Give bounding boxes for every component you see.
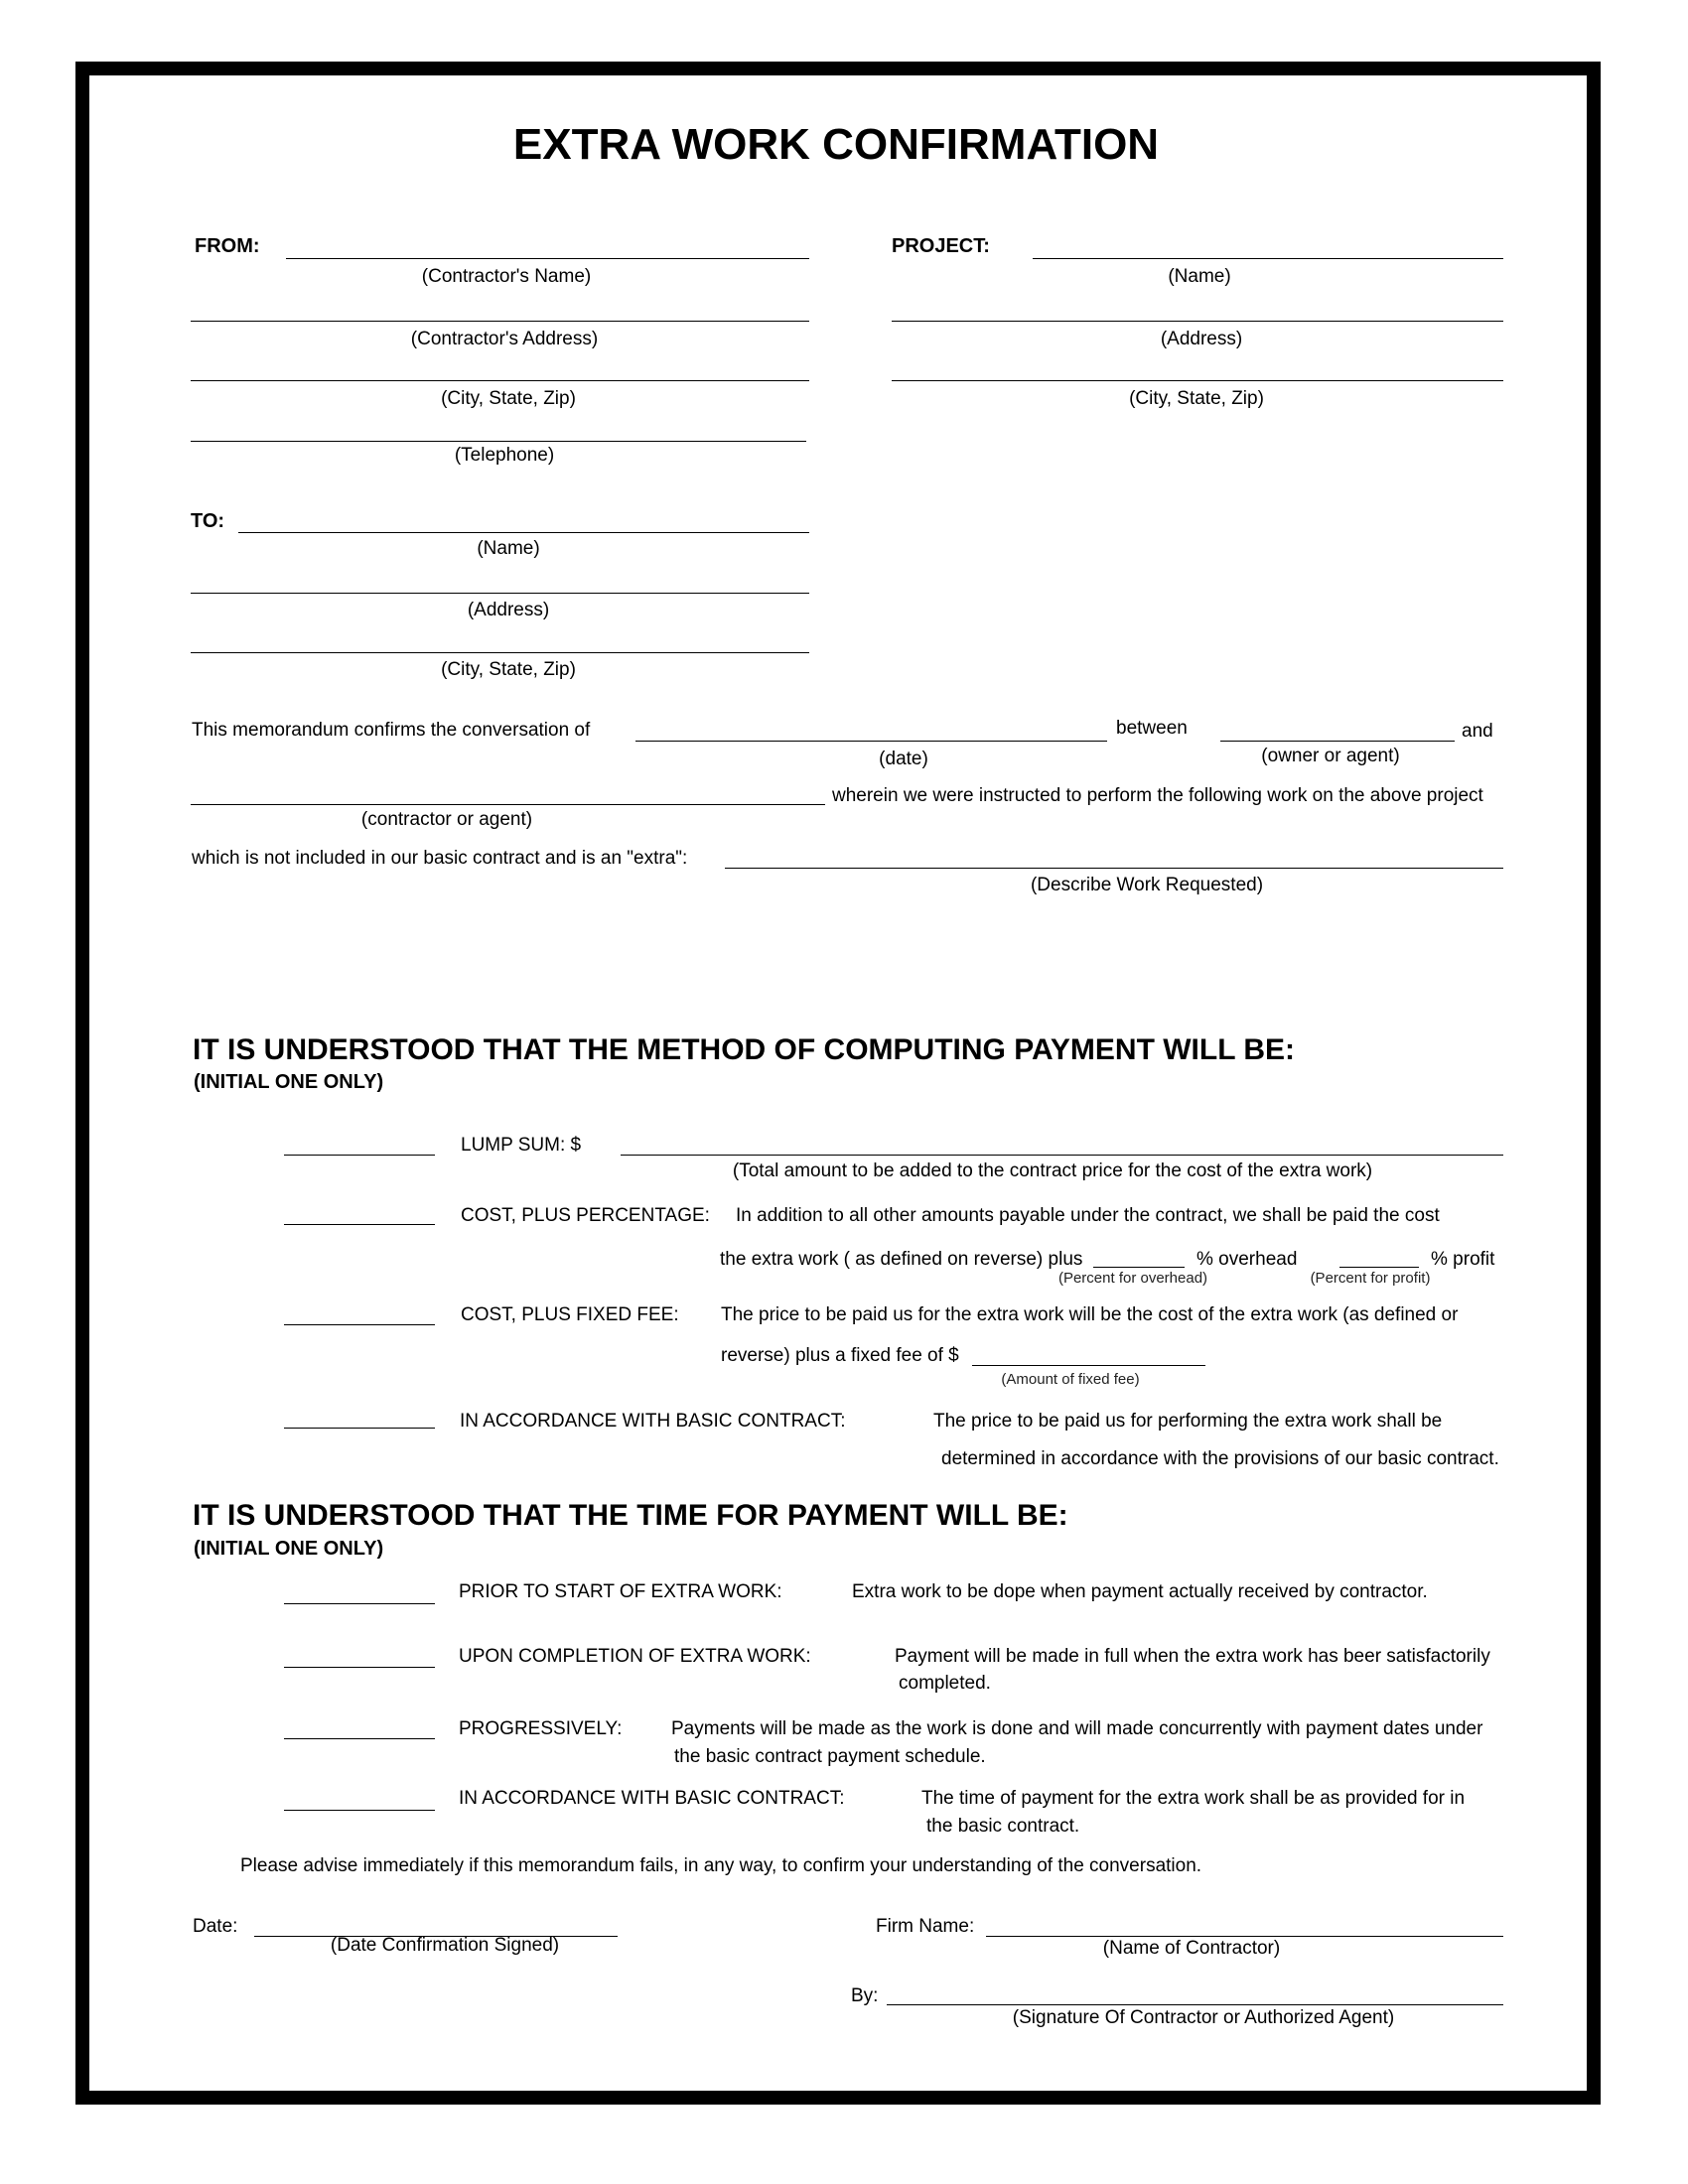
- memo-between: between: [1116, 718, 1188, 739]
- lump-sum-caption: (Total amount to be added to the contract price for the cost of the extra work): [732, 1160, 1373, 1181]
- basic-contract-time-text2: the basic contract.: [926, 1816, 1080, 1837]
- memo-line3-prefix: which is not included in our basic contract and is an "extra":: [192, 848, 688, 869]
- memo-describe-line[interactable]: [725, 868, 1503, 869]
- fixed-fee-initial[interactable]: [284, 1324, 435, 1325]
- from-name-line[interactable]: [286, 258, 809, 259]
- time-subheading: (INITIAL ONE ONLY): [194, 1538, 384, 1560]
- signature-line[interactable]: [887, 2004, 1503, 2005]
- from-city-line[interactable]: [191, 380, 809, 381]
- from-address-caption: (Contractor's Address): [410, 329, 599, 349]
- time-heading: IT IS UNDERSTOOD THAT THE TIME FOR PAYMENT WILL BE:: [193, 1499, 1068, 1532]
- progressively-text2: the basic contract payment schedule.: [674, 1746, 986, 1767]
- memo-line1-prefix: This memorandum confirms the conversation of: [192, 720, 591, 741]
- prior-text: Extra work to be dope when payment actually received by contractor.: [852, 1581, 1428, 1602]
- basic-contract-price-label: IN ACCORDANCE WITH BASIC CONTRACT:: [460, 1411, 846, 1432]
- memo-contractor-caption: (contractor or agent): [360, 809, 533, 830]
- memo-describe-caption: (Describe Work Requested): [1030, 875, 1264, 895]
- to-address-caption: (Address): [467, 600, 550, 620]
- firm-name-caption: (Name of Contractor): [1102, 1938, 1281, 1959]
- memo-contractor-line[interactable]: [191, 804, 825, 805]
- from-city-caption: (City, State, Zip): [441, 388, 576, 409]
- method-subheading: (INITIAL ONE ONLY): [194, 1071, 384, 1093]
- basic-contract-price-text2: determined in accordance with the provisions of our basic contract.: [941, 1448, 1499, 1469]
- lump-sum-label: LUMP SUM: $: [461, 1135, 582, 1156]
- from-address-line[interactable]: [191, 321, 809, 322]
- fixed-fee-caption: (Amount of fixed fee): [1001, 1371, 1140, 1388]
- fixed-fee-text1: The price to be paid us for the extra work will be the cost of the extra work (as defined or: [721, 1304, 1459, 1325]
- basic-contract-time-label: IN ACCORDANCE WITH BASIC CONTRACT:: [459, 1788, 845, 1809]
- profit-percent-line[interactable]: [1339, 1267, 1419, 1268]
- cost-pct-text1: In addition to all other amounts payable under the contract, we shall be paid the cost: [736, 1205, 1440, 1226]
- upon-completion-text1: Payment will be made in full when the extra work has beer satisfactorily: [895, 1646, 1490, 1667]
- project-address-line[interactable]: [892, 321, 1503, 322]
- basic-contract-price-initial[interactable]: [284, 1428, 435, 1429]
- to-label: TO:: [191, 510, 225, 532]
- from-label: FROM:: [195, 235, 260, 257]
- form-title: EXTRA WORK CONFIRMATION: [512, 120, 1160, 169]
- fixed-fee-amount-line[interactable]: [972, 1365, 1205, 1366]
- basic-contract-price-text1: The price to be paid us for performing the extra work shall be: [933, 1411, 1443, 1432]
- memo-owner-caption: (owner or agent): [1261, 746, 1400, 766]
- signature-caption: (Signature Of Contractor or Authorized Agent): [1012, 2007, 1395, 2028]
- upon-completion-label: UPON COMPLETION OF EXTRA WORK:: [459, 1646, 811, 1667]
- project-name-line[interactable]: [1033, 258, 1503, 259]
- overhead-caption: (Percent for overhead): [1057, 1270, 1208, 1287]
- overhead-label: % overhead: [1196, 1249, 1298, 1270]
- prior-initial[interactable]: [284, 1603, 435, 1604]
- lump-sum-line[interactable]: [621, 1155, 1503, 1156]
- from-phone-caption: (Telephone): [454, 445, 555, 466]
- to-city-line[interactable]: [191, 652, 809, 653]
- cost-pct-label: COST, PLUS PERCENTAGE:: [461, 1205, 710, 1226]
- project-name-caption: (Name): [1168, 266, 1231, 287]
- cost-pct-text2: the extra work ( as defined on reverse) plus: [720, 1249, 1083, 1270]
- to-address-line[interactable]: [191, 593, 809, 594]
- project-city-caption: (City, State, Zip): [1129, 388, 1264, 409]
- upon-completion-initial[interactable]: [284, 1667, 435, 1668]
- to-name-line[interactable]: [238, 532, 809, 533]
- method-heading: IT IS UNDERSTOOD THAT THE METHOD OF COMPUTING PAYMENT WILL BE:: [193, 1033, 1295, 1066]
- project-city-line[interactable]: [892, 380, 1503, 381]
- project-label: PROJECT:: [892, 235, 990, 257]
- memo-owner-line[interactable]: [1220, 741, 1455, 742]
- memo-and: and: [1462, 721, 1493, 742]
- firm-name-label: Firm Name:: [876, 1916, 975, 1937]
- date-signed-caption: (Date Confirmation Signed): [330, 1935, 560, 1956]
- memo-date-line[interactable]: [635, 741, 1107, 742]
- advise-text: Please advise immediately if this memorandum fails, in any way, to confirm your understanding of the conversation.: [240, 1855, 1202, 1876]
- lump-sum-initial[interactable]: [284, 1155, 435, 1156]
- overhead-percent-line[interactable]: [1093, 1267, 1185, 1268]
- basic-contract-time-initial[interactable]: [284, 1810, 435, 1811]
- progressively-label: PROGRESSIVELY:: [459, 1718, 623, 1739]
- to-name-caption: (Name): [477, 538, 540, 559]
- by-label: By:: [851, 1985, 879, 2006]
- fixed-fee-text2: reverse) plus a fixed fee of $: [721, 1345, 959, 1366]
- progressively-initial[interactable]: [284, 1738, 435, 1739]
- basic-contract-time-text1: The time of payment for the extra work shall be as provided for in: [921, 1788, 1466, 1809]
- from-name-caption: (Contractor's Name): [421, 266, 592, 287]
- cost-pct-initial[interactable]: [284, 1224, 435, 1225]
- progressively-text1: Payments will be made as the work is done and will made concurrently with payment dates under: [671, 1718, 1483, 1739]
- to-city-caption: (City, State, Zip): [441, 659, 576, 680]
- memo-line2-suffix: wherein we were instructed to perform the following work on the above project: [832, 785, 1483, 806]
- fixed-fee-label: COST, PLUS FIXED FEE:: [461, 1304, 679, 1325]
- firm-name-line[interactable]: [986, 1936, 1503, 1937]
- project-address-caption: (Address): [1160, 329, 1243, 349]
- from-phone-line[interactable]: [191, 441, 806, 442]
- prior-label: PRIOR TO START OF EXTRA WORK:: [459, 1581, 782, 1602]
- memo-date-caption: (date): [879, 749, 928, 769]
- upon-completion-text2: completed.: [899, 1673, 991, 1694]
- profit-caption: (Percent for profit): [1310, 1270, 1431, 1287]
- date-label: Date:: [193, 1916, 238, 1937]
- profit-label: % profit: [1431, 1249, 1495, 1270]
